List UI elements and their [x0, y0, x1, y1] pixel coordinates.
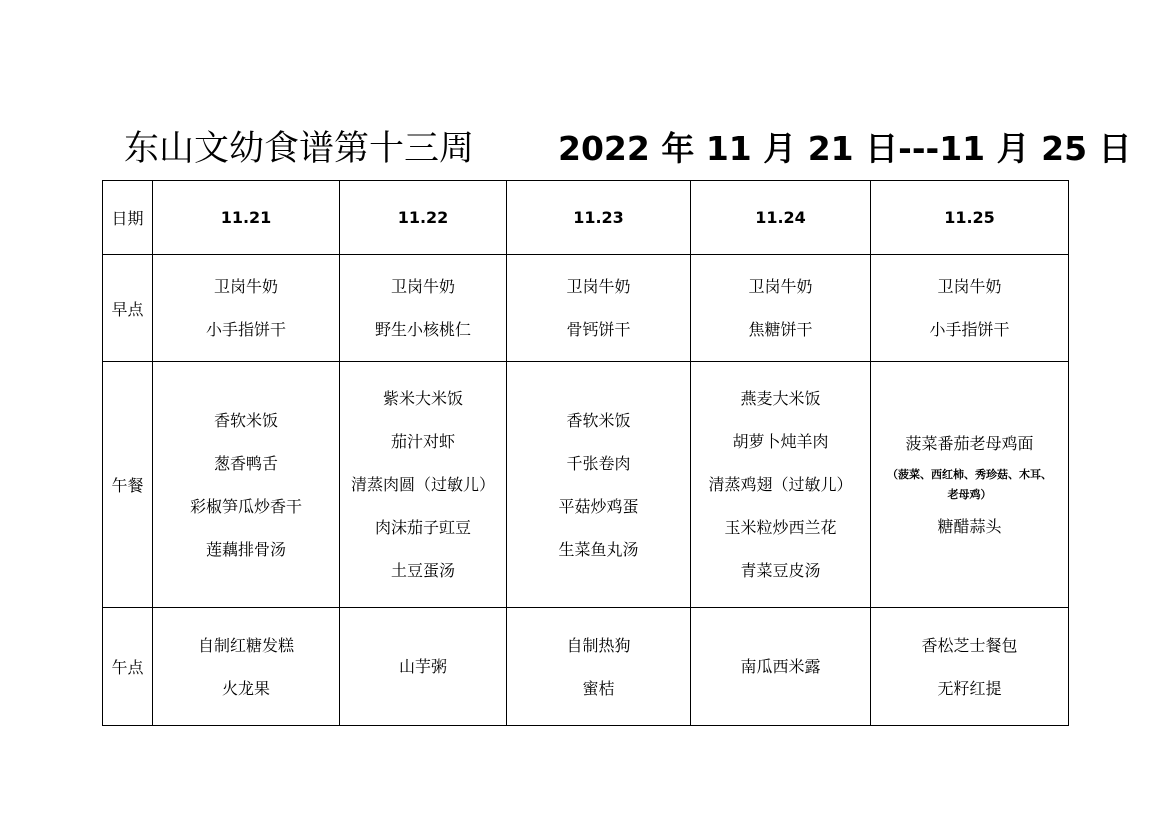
menu-item: 山芋粥 [398, 657, 447, 676]
menu-item: 青菜豆皮汤 [740, 561, 821, 580]
snack-cell [871, 608, 1069, 726]
row-label-lunch: 午餐 [103, 362, 153, 608]
menu-item: 小手指饼干 [929, 320, 1010, 339]
menu-item: 生菜鱼丸汤 [558, 539, 639, 559]
menu-item: 卫岗牛奶 [213, 277, 278, 296]
table-row-snack [103, 608, 1069, 726]
menu-item: 野生小核桃仁 [374, 320, 471, 339]
row-label-date: 日期 [103, 181, 153, 255]
breakfast-cell [153, 255, 340, 362]
date-range: 2022 年 11 月 21 日---11 月 25 日 [558, 129, 1132, 168]
menu-item: 骨钙饼干 [566, 320, 631, 339]
row-label-snack: 午点 [103, 608, 153, 726]
breakfast-cell [507, 255, 691, 362]
menu-item: 千张卷肉 [566, 453, 631, 473]
snack-cell [153, 608, 340, 726]
snack-cell [691, 608, 871, 726]
menu-item: 燕麦大米饭 [740, 389, 821, 408]
menu-item: 清蒸肉圆（过敏儿） [350, 475, 495, 494]
menu-item: 胡萝卜炖羊肉 [732, 432, 829, 451]
lunch-cell [340, 362, 507, 608]
lunch-cell [871, 362, 1069, 608]
menu-item: 玉米粒炒西兰花 [724, 518, 837, 537]
menu-item: 糖醋蒜头 [937, 516, 1002, 536]
breakfast-cell [691, 255, 871, 362]
snack-cell [507, 608, 691, 726]
menu-item: 卫岗牛奶 [390, 277, 455, 296]
table-row-breakfast [103, 255, 1069, 362]
menu-table [102, 180, 1069, 726]
lunch-cell [507, 362, 691, 608]
breakfast-cell [871, 255, 1069, 362]
menu-item: 南瓜西米露 [740, 657, 821, 676]
date-cell: 11.25 [871, 181, 1069, 255]
menu-item: 平菇炒鸡蛋 [558, 496, 639, 516]
menu-item: 香软米饭 [566, 410, 631, 430]
menu-item: 茄汁对虾 [390, 432, 455, 451]
menu-item: 香软米饭 [213, 410, 278, 430]
menu-item: 自制热狗 [566, 635, 631, 655]
menu-item: 土豆蛋汤 [390, 561, 455, 580]
date-cell: 11.23 [507, 181, 691, 255]
menu-item: 自制红糖发糕 [197, 635, 294, 655]
menu-item: 紫米大米饭 [382, 389, 463, 408]
menu-item: 火龙果 [221, 678, 270, 698]
menu-item: 菠菜番茄老母鸡面 [905, 433, 1034, 453]
ingredient-note: （菠菜、西红柿、秀珍菇、木耳、老母鸡） [887, 467, 1052, 501]
date-cell: 11.24 [691, 181, 871, 255]
menu-item: 蜜桔 [582, 678, 615, 698]
menu-item: 香松芝士餐包 [921, 635, 1018, 655]
breakfast-cell [340, 255, 507, 362]
table-row-lunch [103, 362, 1069, 608]
menu-item: 卫岗牛奶 [748, 277, 813, 296]
menu-title: 东山文幼食谱第十三周 [124, 129, 475, 169]
menu-item: 肉沫茄子豇豆 [374, 518, 471, 537]
table-row-date [103, 181, 1069, 255]
menu-item: 卫岗牛奶 [937, 277, 1002, 296]
snack-cell [340, 608, 507, 726]
menu-item: 小手指饼干 [205, 320, 286, 339]
page-title [124, 126, 1132, 172]
lunch-cell [153, 362, 340, 608]
menu-item: 焦糖饼干 [748, 320, 813, 339]
date-cell: 11.22 [340, 181, 507, 255]
menu-item: 无籽红提 [937, 678, 1002, 698]
menu-item: 彩椒笋瓜炒香干 [189, 496, 302, 516]
menu-item: 莲藕排骨汤 [205, 539, 286, 559]
date-cell: 11.21 [153, 181, 340, 255]
lunch-cell [691, 362, 871, 608]
row-label-breakfast: 早点 [103, 255, 153, 362]
menu-item: 葱香鸭舌 [213, 453, 278, 473]
menu-item: 清蒸鸡翅（过敏儿） [708, 475, 853, 494]
menu-item: 卫岗牛奶 [566, 277, 631, 296]
